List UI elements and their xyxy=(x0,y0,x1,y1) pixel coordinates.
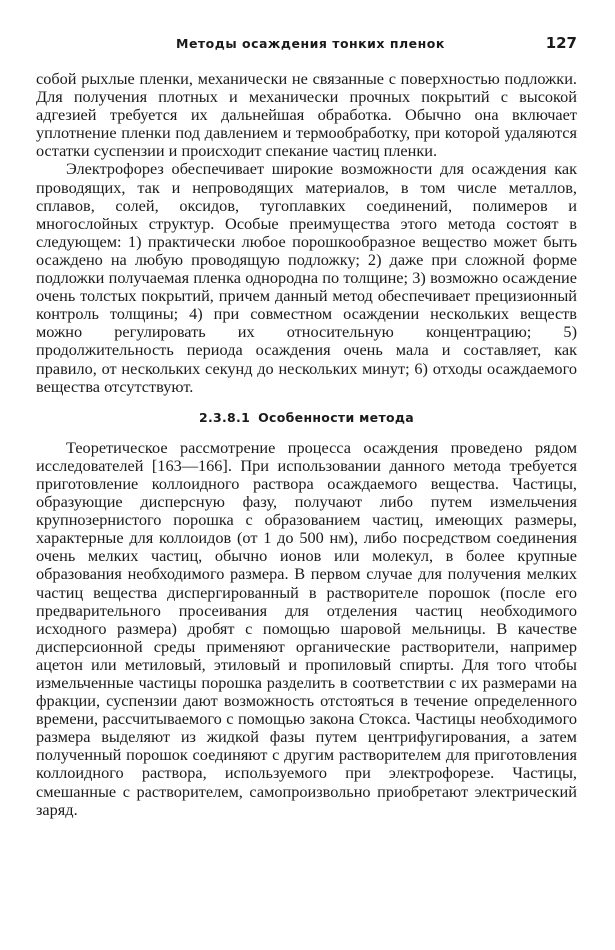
paragraph-electrophoresis-advantages: Электрофорез обеспечивает широкие возможности для осаждения как проводящих, так и непроводящих материалов, в том числе металлов, сплавов, солей, оксидов, тугоплавких соединений, полимеров и многослойных структур. Особые преимущества этого метода состоят в следующем: 1) практически любое порошкообразное вещество может быть осаждено на любую проводящую подложку; 2) даже при сложной форме подложки получаемая пленка однородна по толщине; 3) возможно осаждение очень толстых покрытий, причем данный метод обеспечивает прецизионный контроль толщины; 4) при совместном осаждении нескольких веществ можно регулировать их относительную концентрацию; 5) продолжительность периода осаждения очень мала и составляет, как правило, от нескольких секунд до нескольких минут; 6) отходы осаждаемого вещества отсутствуют. xyxy=(36,159,577,396)
book-page xyxy=(36,30,577,819)
body-text xyxy=(36,70,577,819)
running-head xyxy=(36,30,577,56)
paragraph-method-features: Теоретическое рассмотрение процесса осаждения проведено рядом исследователей [163—166]. При использовании данного метода требуется приготовление коллоидного раствора осаждаемого вещества. Частицы, образующие дисперсную фазу, получают либо путем измельчения крупнозернистого порошка с образованием частиц, имеющих размеры, характерные для коллоидов (от 1 до 500 нм), либо посредством соединения очень мелких частиц, обычно ионов или молекул, в более крупные образования необходимого размера. В первом случае для получения мелких частиц вещества диспергированный в растворителе порошок (после его предварительного просеивания для отделения частиц необходимого исходного размера) дробят с помощью шаровой мельницы. В качестве дисперсионной среды применяют органические растворители, например ацетон или метиловый, этиловый и пропиловый спирты. Для того чтобы измельченные частицы порошка разделить в соответствии с их размерами на фракции, суспензии дают возможность отстояться в течение определенного времени, рассчитываемого с помощью закона Стокса. Частицы необходимого размера выделяют из жидкой фазы путем центрифугирования, а затем полученный порошок соединяют с другим растворителем для приготовления коллоидного раствора, используемого при электрофорезе. Частицы, смешанные с растворителем, самопроизвольно приобретают электрический заряд. xyxy=(36,437,577,819)
running-title: Методы осаждения тонких пленок xyxy=(176,36,445,51)
section-heading xyxy=(36,409,577,427)
page-number: 127 xyxy=(545,34,577,52)
paragraph-continued: собой рыхлые пленки, механически не связанные с поверхностью подложки. Для получения плотных и механически прочных покрытий с высокой адгезией требуется их дальнейшая обработка. Обычно она включает уплотнение пленки под давлением и термообработку, при которой удаляются остатки суспензии и происходит спекание частиц пленки. xyxy=(36,69,577,161)
section-number: 2.3.8.1 xyxy=(198,409,251,425)
section-title: Особенности метода xyxy=(258,409,415,425)
